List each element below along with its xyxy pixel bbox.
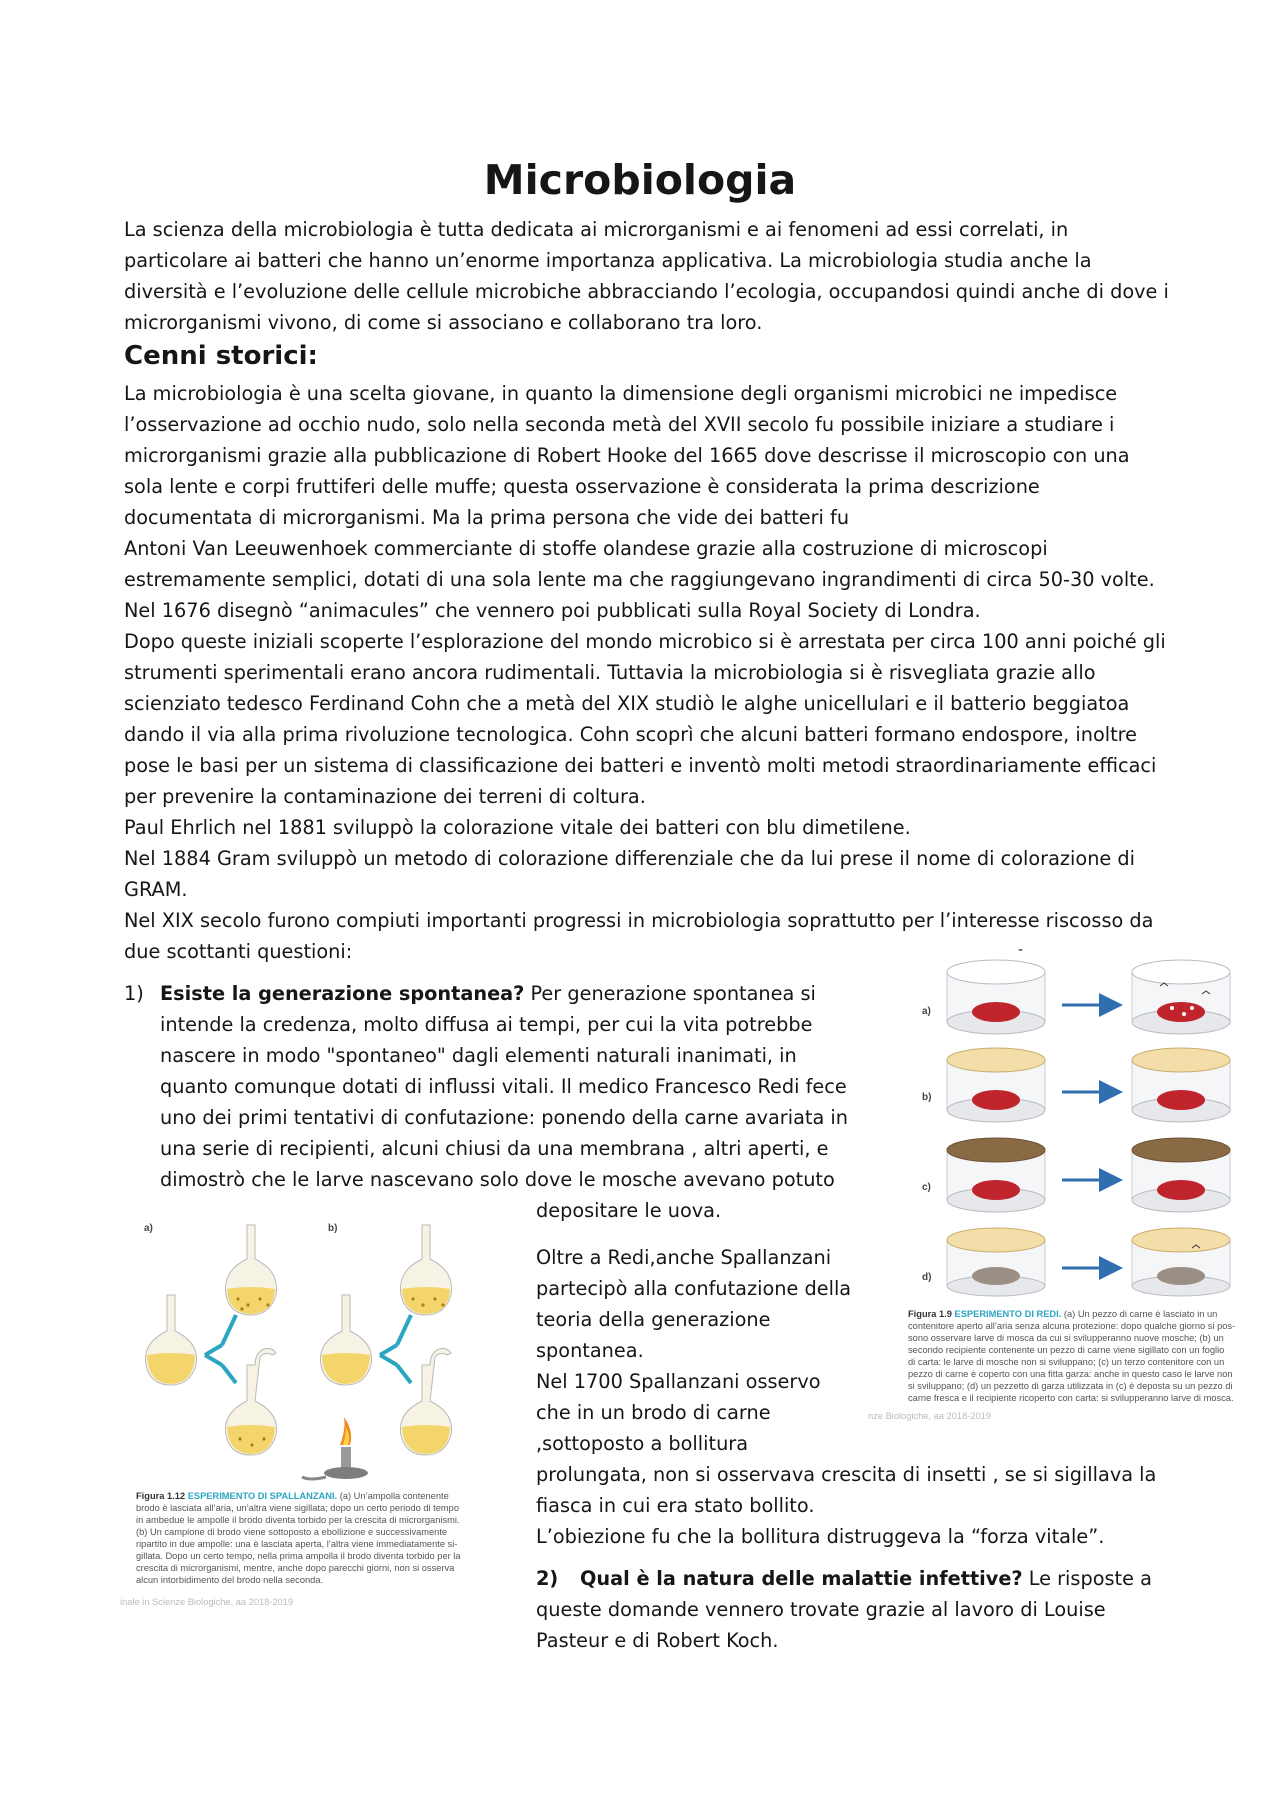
history-line: Antoni Van Leeuwenhoek commerciante di stoffe olandese grazie alla costruzione di microscopi [124,537,1048,560]
question-2-first-rest: Le risposte a [1022,1567,1152,1590]
section-heading-cenni-storici: Cenni storici: [124,341,318,371]
spallanzani-line: spontanea. [536,1339,644,1362]
redi-jar-d-right [1132,1228,1230,1296]
question-1-body [160,1009,848,1195]
question-1-title: Esiste la generazione spontanea? [160,982,525,1005]
history-line: dando il via alla prima rivoluzione tecnologica. Cohn scoprì che alcuni batteri formano endospore, inoltre [124,723,1138,746]
redi-experiment-figure [892,950,1262,1300]
intro-line: microrganismi vivono, di come si associano e collaborano tra loro. [124,311,763,334]
history-line: documentata di microrganismi. Ma la prima persona che vide dei batteri fu [124,506,850,529]
spallanzani-caption-line: crescita di microrganismi, mentre, anche dopo parecchi giorni, non si osserva [136,1563,455,1573]
history-line: pose le basi per un sistema di classificazione dei batteri e inventò molti metodi straordinariamente efficaci [124,754,1157,777]
redi-jar-b-left [947,1048,1045,1122]
spallanzani-flask-a-top [225,1225,276,1315]
history-line: Nel XIX secolo furono compiuti importanti progressi in microbiologia soprattutto per l’interesse riscosso da [124,909,1154,932]
history-paragraph [124,378,1166,967]
spallanzani-caption-line: gillata. Dopo un certo tempo, nella prima ampolla il brodo diventa torbido per la [136,1551,461,1561]
question-1-tail: depositare le uova. [536,1199,722,1222]
spallanzani-caption-line: alcun intorbidimento del brodo nella seconda. [136,1575,324,1585]
spallanzani-experiment-figure [130,1215,490,1485]
bunsen-burner-icon [302,1417,368,1479]
history-line: Dopo queste iniziali scoperte l’esplorazione del mondo microbico si è arrestata per circa 100 anni poiché gli [124,630,1166,653]
history-line: l’osservazione ad occhio nudo, solo nella seconda metà del XVII secolo fu possibile iniziare a studiare i [124,413,1115,436]
history-line: due scottanti questioni: [124,940,353,963]
spallanzani-flask-b-left [320,1295,371,1385]
intro-line: diversità e l’evoluzione delle cellule microbiche abbracciando l’ecologia, occupandosi quindi anche di dove i [124,280,1169,303]
question-2-title: Qual è la natura delle malattie infettive? [580,1567,1023,1590]
redi-source-note: nze Biologiche, aa 2018-2019 [868,1411,992,1421]
history-line: microrganismi grazie alla pubblicazione di Robert Hooke del 1665 dove descrisse il microscopio con una [124,444,1130,467]
history-line: Nel 1676 disegnò “animacules” che vennero poi pubblicati sulla Royal Society di Londra. [124,599,981,622]
spallanzani-caption-line: in ambedue le ampolle il brodo diventa torbido per la crescita di microrganismi. [136,1515,460,1525]
dash-mark: - [1018,942,1024,958]
spallanzani-line: che in un brodo di carne [536,1401,771,1424]
question-2-body [536,1594,1106,1656]
redi-caption-line: secondo recipiente contenente un pezzo di carne viene sigillato con un foglio [908,1345,1225,1355]
question-2-number [536,1563,558,1594]
redi-jar-c-left [947,1138,1045,1212]
spallanzani-panel-label-a: a) [144,1223,153,1234]
spallanzani-arrow-a [205,1315,236,1383]
spallanzani-line: ,sottoposto a bollitura [536,1432,749,1455]
spallanzani-caption-number: Figura 1.12 [136,1491,186,1501]
redi-caption-line: contenitore aperto all’aria senza alcuna protezione: dopo qualche giorno si pos- [908,1321,1236,1331]
question-1-line: quanto comunque dotati di influssi vitali. Il medico Francesco Redi fece [160,1075,847,1098]
spallanzani-caption-line: (b) Un campione di brodo viene sottoposto a ebollizione e successivamente [136,1527,448,1537]
spallanzani-flask-b-bottom [400,1349,451,1456]
question-2-first-line [580,1563,1152,1594]
question-1-line: nascere in modo "spontaneo" dagli elementi naturali inanimati, in [160,1044,797,1067]
question-1-first-line [160,978,816,1009]
spallanzani-arrow-b [380,1315,411,1383]
redi-jar-a-left [947,960,1045,1034]
history-line: scienziato tedesco Ferdinand Cohn che a metà del XIX studiò le alghe unicellulari e il batterio beggiatoa [124,692,1130,715]
spallanzani-line: prolungata, non si osservava crescita di insetti , se si sigillava la [536,1463,1157,1486]
spallanzani-flask-a-bottom [225,1349,276,1456]
spallanzani-line: Oltre a Redi,anche Spallanzani [536,1246,832,1269]
intro-line: La scienza della microbiologia è tutta dedicata ai microrganismi e ai fenomeni ad essi correlati, in [124,218,1069,241]
redi-caption-title: ESPERIMENTO DI REDI. [954,1309,1062,1319]
history-line: Nel 1884 Gram sviluppò un metodo di colorazione differenziale che da lui prese il nome di colorazione di [124,847,1136,870]
spallanzani-caption-line: (a) Un’ampolla contenente [339,1491,449,1501]
question-2-number-text: 2) [536,1567,559,1590]
redi-panel-label-d: d) [922,1272,932,1283]
spallanzani-figure-caption [136,1490,461,1586]
history-line: per prevenire la contaminazione dei terreni di coltura. [124,785,646,808]
spallanzani-line: L’obiezione fu che la bollitura distruggeva la “forza vitale”. [536,1525,1105,1548]
history-line: sola lente e corpi fruttiferi delle muffe; questa osservazione è considerata la prima descrizione [124,475,1040,498]
spallanzani-line: Nel 1700 Spallanzani osservo [536,1370,821,1393]
redi-jar-b-right [1132,1048,1230,1122]
spallanzani-flask-b-top [400,1225,451,1315]
redi-figure-caption [908,1308,1235,1404]
page-title: Microbiologia [483,156,797,204]
spallanzani-line: fiasca in cui era stato bollito. [536,1494,815,1517]
question-2-line: queste domande vennero trovate grazie al lavoro di Louise [536,1598,1106,1621]
history-line: Paul Ehrlich nel 1881 sviluppò la colorazione vitale dei batteri con blu dimetilene. [124,816,911,839]
spallanzani-flask-a-left [145,1295,196,1385]
intro-paragraph [124,214,1169,338]
spallanzani-caption-title: ESPERIMENTO DI SPALLANZANI. [187,1491,338,1501]
redi-caption-line: (a) Un pezzo di carne è lasciato in un [1063,1309,1218,1319]
spallanzani-caption-line: ripartito in due ampolle: una è lasciata aperta, l’altra viene immediatamente si- [136,1539,458,1549]
redi-caption-line: carne fresca e il recipiente ricoperto con carta: si svilupperanno larve di mosca. [908,1393,1234,1403]
spallanzani-panel-label-b: b) [328,1223,338,1234]
redi-panel-label-a: a) [922,1006,931,1017]
question-1-number: 1) [124,982,144,1005]
history-line: strumenti sperimentali erano ancora rudimentali. Tuttavia la microbiologia si è risvegliata grazie allo [124,661,1096,684]
redi-panel-label-b: b) [922,1092,932,1103]
question-2-line: Pasteur e di Robert Koch. [536,1629,779,1652]
spallanzani-line: teoria della generazione [536,1308,771,1331]
redi-jar-a-right [1132,960,1230,1034]
spallanzani-source-note: inale in Scienze Biologiche, aa 2018-2019 [120,1597,294,1607]
history-line: GRAM. [124,878,188,901]
redi-caption-line: si sviluppano; (d) un pezzetto di garza utilizzata in (c) è deposta su un pezzo di [908,1381,1233,1391]
redi-caption-line: pezzo di carne è coperto con una fitta garza: anche in questo caso le larve non [908,1369,1233,1379]
history-line: La microbiologia è una scelta giovane, in quanto la dimensione degli organismi microbici ne impedisce [124,382,1118,405]
redi-caption-line: sono osservare larve di mosca da cui si svilupperanno nuove mosche; (b) un [908,1333,1224,1343]
redi-panel-label-c: c) [922,1182,931,1193]
question-1-first-rest: Per generazione spontanea si [524,982,816,1005]
question-1-line: una serie di recipienti, alcuni chiusi da una membrana , altri aperti, e [160,1137,829,1160]
question-1-line: intende la credenza, molto diffusa ai tempi, per cui la vita potrebbe [160,1013,813,1036]
question-1-line: uno dei primi tentativi di confutazione: ponendo della carne avariata in [160,1106,848,1129]
redi-jar-c-right [1132,1138,1230,1212]
redi-caption-number: Figura 1.9 [908,1309,952,1319]
intro-line: particolare ai batteri che hanno un’enorme importanza applicativa. La microbiologia studia anche la [124,249,1092,272]
history-line: estremamente semplici, dotati di una sola lente ma che raggiungevano ingrandimenti di circa 50-30 volte. [124,568,1155,591]
redi-jar-d-left [947,1228,1045,1296]
question-1-line: dimostrò che le larve nascevano solo dove le mosche avevano potuto [160,1168,835,1191]
spallanzani-line: partecipò alla confutazione della [536,1277,852,1300]
spallanzani-caption-line: brodo è lasciata all’aria, un’altra viene sigillata; dopo un certo periodo di tempo [136,1503,460,1513]
redi-caption-line: di carta: le larve di mosche non si sviluppano; (c) un terzo contenitore con un [908,1357,1225,1367]
